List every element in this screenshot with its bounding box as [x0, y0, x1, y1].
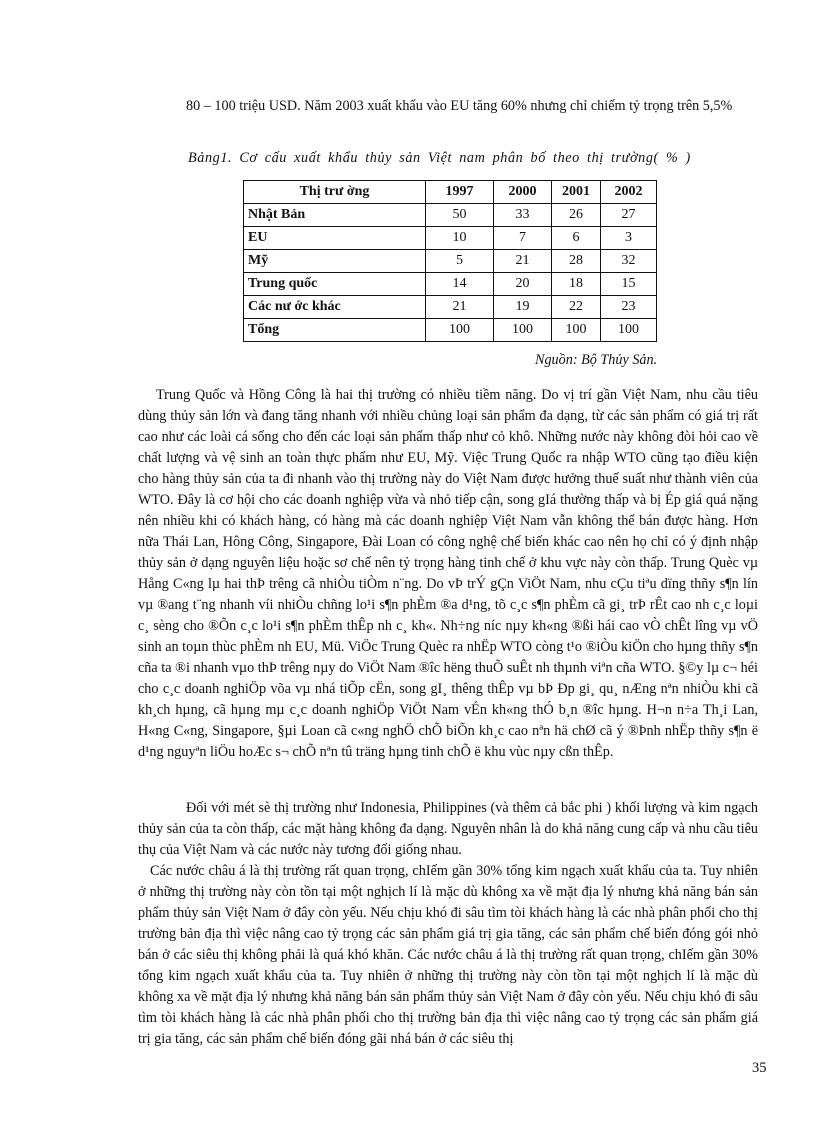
cell-value: 21 [494, 250, 552, 273]
row-label: EU [244, 227, 426, 250]
cell-value: 100 [494, 319, 552, 342]
cell-value: 15 [601, 273, 657, 296]
cell-value: 23 [601, 296, 657, 319]
row-label: Nhật Bản [244, 204, 426, 227]
cell-value: 10 [426, 227, 494, 250]
cell-value: 7 [494, 227, 552, 250]
page-number: 35 [752, 1060, 767, 1076]
table-caption: Bảng1. Cơ cấu xuất khẩu thủy sản Việt nam phân bố theo thị trường( % ) [188, 150, 691, 166]
paragraph-text: Trung Quốc và Hồng Công là hai thị trường có nhiều tiềm năng. Do vị trí gần Việt Nam, nhu cầu tiêu dùng thủy sản lớn và đang tăng nhanh với nhiều chủng loại sản phẩm đa dạng, từ các sản phẩm có giá trị rất cao như các loài cá sống cho đến các loại sản phẩm thấp như cỏ khô. Những nước này không đòi hỏi cao về chất lượng và vệ sinh an toàn thực phẩm như EU, Mỹ. Việc Trung Quốc ra nhập WTO cũng tạo điều kiện cho hàng thủy sản của ta đi nhanh vào thị trường này do Việt Nam được hưởng thuế suất như thành viên của WTO. Đây là cơ hội cho các doanh nghiệp vừa và nhỏ tiếp cận, song gIá thường thấp và bị Ép giá quá nặng nên nhiều khi có khách hàng, có hàng mà các doanh nghiệp Việt Nam vẫn không thể bán được hàng. Hơn nữa Thái Lan, Hông Công, Singapore, Đài Loan có công nghệ chế biến khác cao nên họ chỉ có ý định nhập thủy sản ở dạng nguyên liệu hoặc sơ chế nên tỷ trọng hàng tinh chế ở khu vực này còn thấp. Trung Quèc vµ Hång C«ng lµ hai thÞ trêng cã nhiÒu tiÒm n¨ng. Do vÞ trÝ gÇn ViÖt Nam, nhu cÇu tiªu dïng thñy s¶n lín vµ ®ang t¨ng nhanh víi nhiÒu chñng lo¹i s¶n phÈm ®a d¹ng, tõ c¸c s¶n phÈm cã gi¸ trÞ rÊt cao nh c¸c loµi c¸ sèng cho ®Õn c¸c lo¹i s¶n phÈm thÊp nh c¸ kh«. Nh÷ng níc nµy kh«ng ®ßi hái cao vÒ chÊt lîng vµ vÖ sinh an toµn thùc phÈm nh EU, Mü. ViÖc Trung Quèc ra nhËp WTO còng t¹o ®iÒu kiÖn cho hµng thñy s¶n cña ta ®i nhanh vµo thÞ trêng nµy do ViÖt Nam ®îc hëng thuÕ suÊt nh thµnh viªn cña WTO. §©y lµ c¬ héi cho c¸c doanh nghiÖp võa vµ nhá tiÕp cËn, song gI¸ thêng thÊp vµ bÞ Ðp gi¸ qu¸ nÆng nªn nhiÒu khi cã kh¸ch hµng, cã hµng mµ c¸c doanh nghiÖp ViÖt Nam vÉn kh«ng thÓ b¸n ®îc hµng. H¬n n÷a Th¸i Lan, H«ng C«ng, Singapore, §µi Loan cã c«ng nghÖ chÕ biÕn kh¸c cao nªn hä chØ cã ý ®Þnh nhËp thñy s¶n ë d¹ng nguyªn liÖu hoÆc s¬ chÕ nªn tû träng hµng tinh chÕ ë khu vùc nµy cßn thÊp. [138, 387, 758, 760]
table-row [244, 296, 657, 319]
intro-text: 80 – 100 triệu USD. Năm 2003 xuất khẩu vào EU tăng 60% nhưng chỉ chiếm tỷ trọng trên 5,5% [186, 98, 733, 114]
cell-value: 5 [426, 250, 494, 273]
row-label: Các nư ớc khác [244, 296, 426, 319]
header-2000: 2000 [494, 181, 552, 204]
table-row-total [244, 319, 657, 342]
cell-value: 33 [494, 204, 552, 227]
cell-value: 22 [552, 296, 601, 319]
cell-value: 26 [552, 204, 601, 227]
header-1997: 1997 [426, 181, 494, 204]
market-share-table [243, 180, 657, 342]
paragraph-china-hongkong [138, 385, 758, 763]
cell-value: 20 [494, 273, 552, 296]
row-label: Mỹ [244, 250, 426, 273]
cell-value: 100 [426, 319, 494, 342]
paragraph-text: Các nước châu á là thị trường rất quan trọng, chIếm gần 30% tổng kim ngạch xuất khẩu của ta. Tuy nhiên ở những thị trường này còn tồn tại một nghịch lí là mặc dù không xa về mặt địa lý nhưng khả năng bán sản phẩm thủy sản Việt Nam ở đây còn yếu. Nếu chịu khó đi sâu tìm tòi khách hàng là các nhà phân phối cho thị trường bản địa thì việc nâng cao tỷ trọng các sản phẩm giá trị gia tăng, các sản phẩm chế biến đóng gói nhỏ bán ở các siêu thị không phải là quá khó khăn. Các nước châu á là thị trường rất quan trọng, chIếm gần 30% tổng kim ngạch xuất khẩu của ta. Tuy nhiên ở những thị trường này còn tồn tại một nghịch lí là mặc dù không xa về mặt địa lý nhưng khả năng bán sản phẩm thủy sản Việt Nam ở đây còn yếu. Nếu chịu khó đi sâu tìm tòi khách hàng là các nhà phân phối cho thị trường bản địa thì việc nâng cao tỷ trọng các sản phẩm giá trị gia tăng, các sản phẩm chế biến đóng gãi nhá bán ở các siêu thị [138, 863, 758, 1047]
table-row [244, 204, 657, 227]
cell-value: 100 [552, 319, 601, 342]
header-2002: 2002 [601, 181, 657, 204]
table-row [244, 227, 657, 250]
cell-value: 50 [426, 204, 494, 227]
cell-value: 19 [494, 296, 552, 319]
cell-value: 32 [601, 250, 657, 273]
paragraph-text: Đối với mét sè thị trường như Indonesia, Philippines (và thêm cả bắc phi ) khối lượng và kim ngạch thủy sản của ta còn thấp, các mặt hàng không đa dạng. Nguyên nhân là do khả năng cung cấp và nhu cầu tiêu thụ của Việt Nam và các nước này tương đối giống nhau. [138, 800, 758, 858]
row-label: Trung quốc [244, 273, 426, 296]
header-2001: 2001 [552, 181, 601, 204]
cell-value: 28 [552, 250, 601, 273]
cell-value: 14 [426, 273, 494, 296]
cell-value: 27 [601, 204, 657, 227]
header-market: Thị trư ờng [244, 181, 426, 204]
paragraph-indonesia-philippines [138, 798, 758, 861]
cell-value: 100 [601, 319, 657, 342]
table-source: Nguồn: Bộ Thủy Sản. [535, 352, 658, 368]
cell-value: 3 [601, 227, 657, 250]
table-header-row [244, 181, 657, 204]
cell-value: 6 [552, 227, 601, 250]
intro-paragraph [138, 96, 758, 117]
paragraph-asian-markets [138, 861, 758, 1050]
cell-value: 18 [552, 273, 601, 296]
row-label: Tổng [244, 319, 426, 342]
table-row [244, 273, 657, 296]
table-row [244, 250, 657, 273]
cell-value: 21 [426, 296, 494, 319]
